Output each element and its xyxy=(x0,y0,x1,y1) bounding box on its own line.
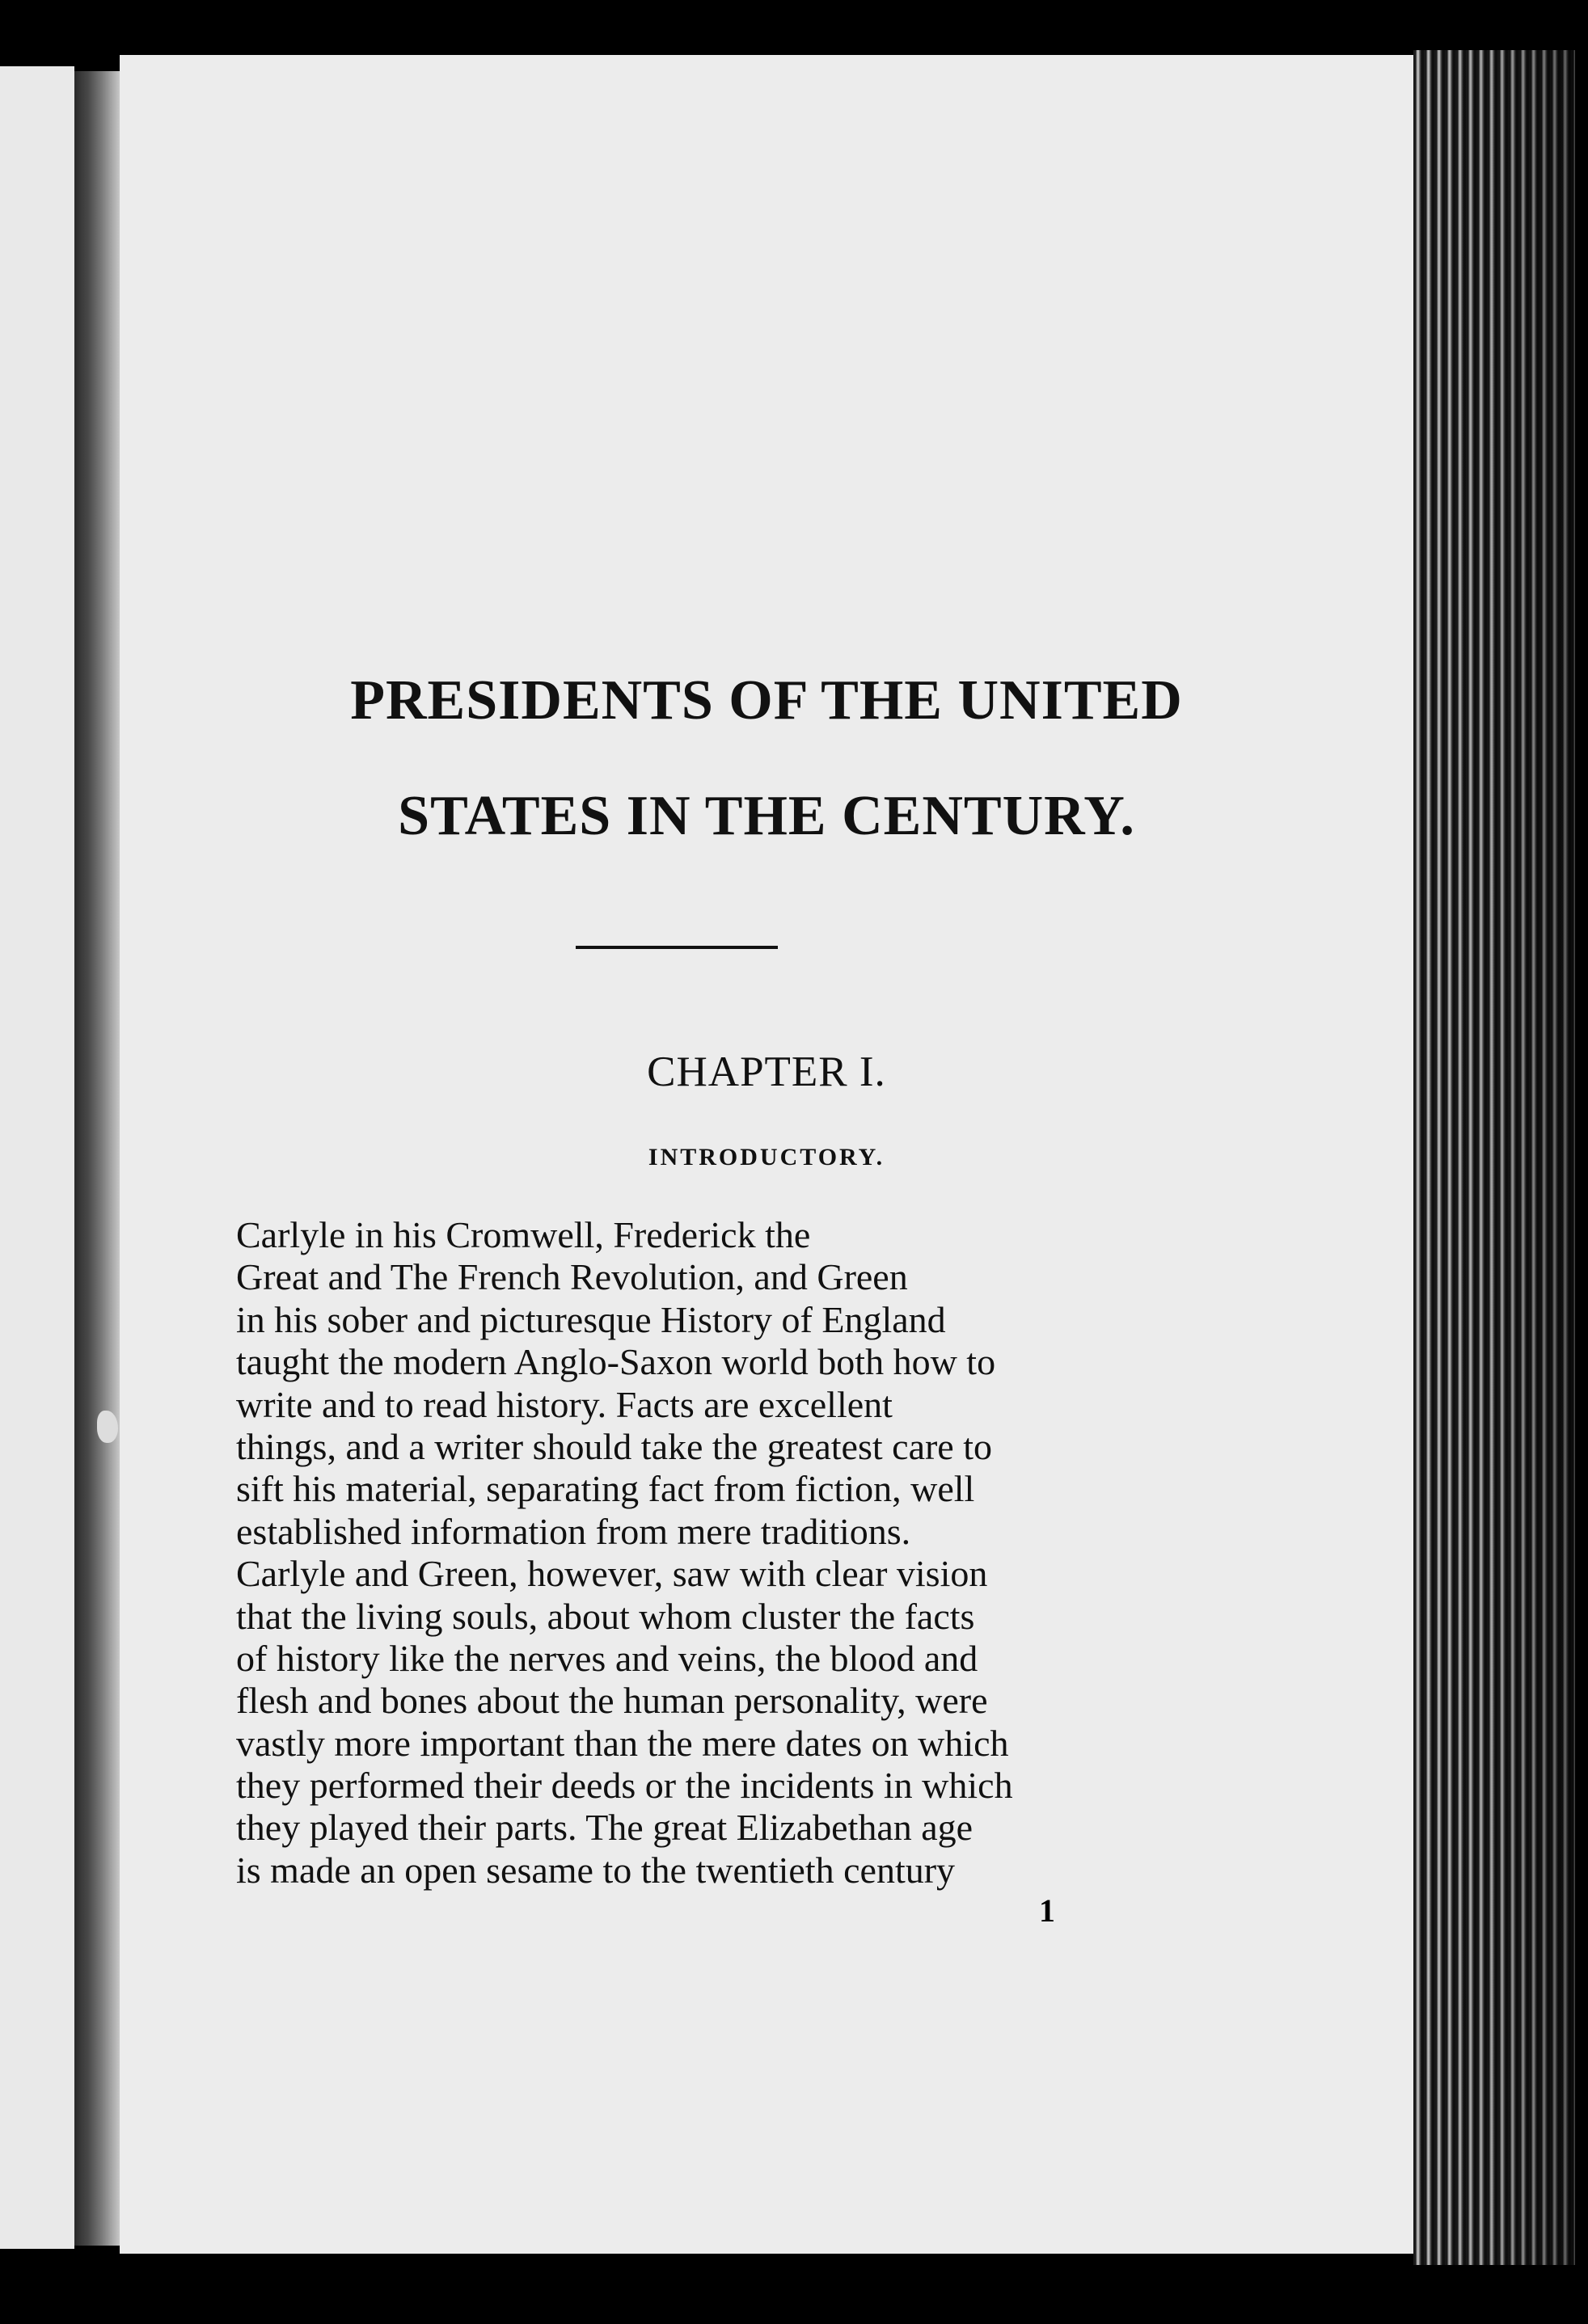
text-line: is made an open sesame to the twentieth century xyxy=(236,1849,956,1891)
text-line: Carlyle and Green, however, saw with clear vision xyxy=(236,1553,988,1595)
text-line: established information from mere traditions. xyxy=(236,1510,911,1552)
page-number: 1 xyxy=(1039,1892,1055,1929)
text-line: write and to read history. Facts are excellent xyxy=(236,1383,893,1425)
text-line: Carlyle in his Cromwell, Frederick the xyxy=(236,1214,811,1255)
title-line-2: STATES IN THE CENTURY. xyxy=(398,785,1135,847)
text-line: in his sober and picturesque History of England xyxy=(236,1298,946,1340)
text-line: taught the modern Anglo-Saxon world both how to xyxy=(236,1341,996,1383)
section-rule xyxy=(576,946,778,949)
book-gutter xyxy=(74,71,121,2246)
text-line: Great and The French Revolution, and Green xyxy=(236,1256,908,1298)
text-line: things, and a writer should take the greatest care to xyxy=(236,1425,993,1467)
text-line: they performed their deeds or the incidents in which xyxy=(236,1765,1013,1807)
text-line: vastly more important than the mere dates on which xyxy=(236,1722,1009,1764)
body-text xyxy=(236,1214,1143,1892)
text-line: flesh and bones about the human personality, were xyxy=(236,1680,988,1722)
text-line: sift his material, separating fact from fiction, well xyxy=(236,1468,975,1510)
text-line: of history like the nerves and veins, the blood and xyxy=(236,1637,978,1679)
page-edges-shadow xyxy=(1413,50,1575,2265)
title-line-1: PRESIDENTS OF THE UNITED xyxy=(350,669,1183,732)
paper-speck xyxy=(97,1411,118,1443)
facing-page-edge xyxy=(0,66,74,2249)
chapter-heading: CHAPTER I. xyxy=(647,1048,886,1095)
chapter-subheading: INTRODUCTORY. xyxy=(648,1144,885,1170)
text-line: they played their parts. The great Elizabethan age xyxy=(236,1807,973,1849)
text-line: that the living souls, about whom cluster the facts xyxy=(236,1595,975,1637)
